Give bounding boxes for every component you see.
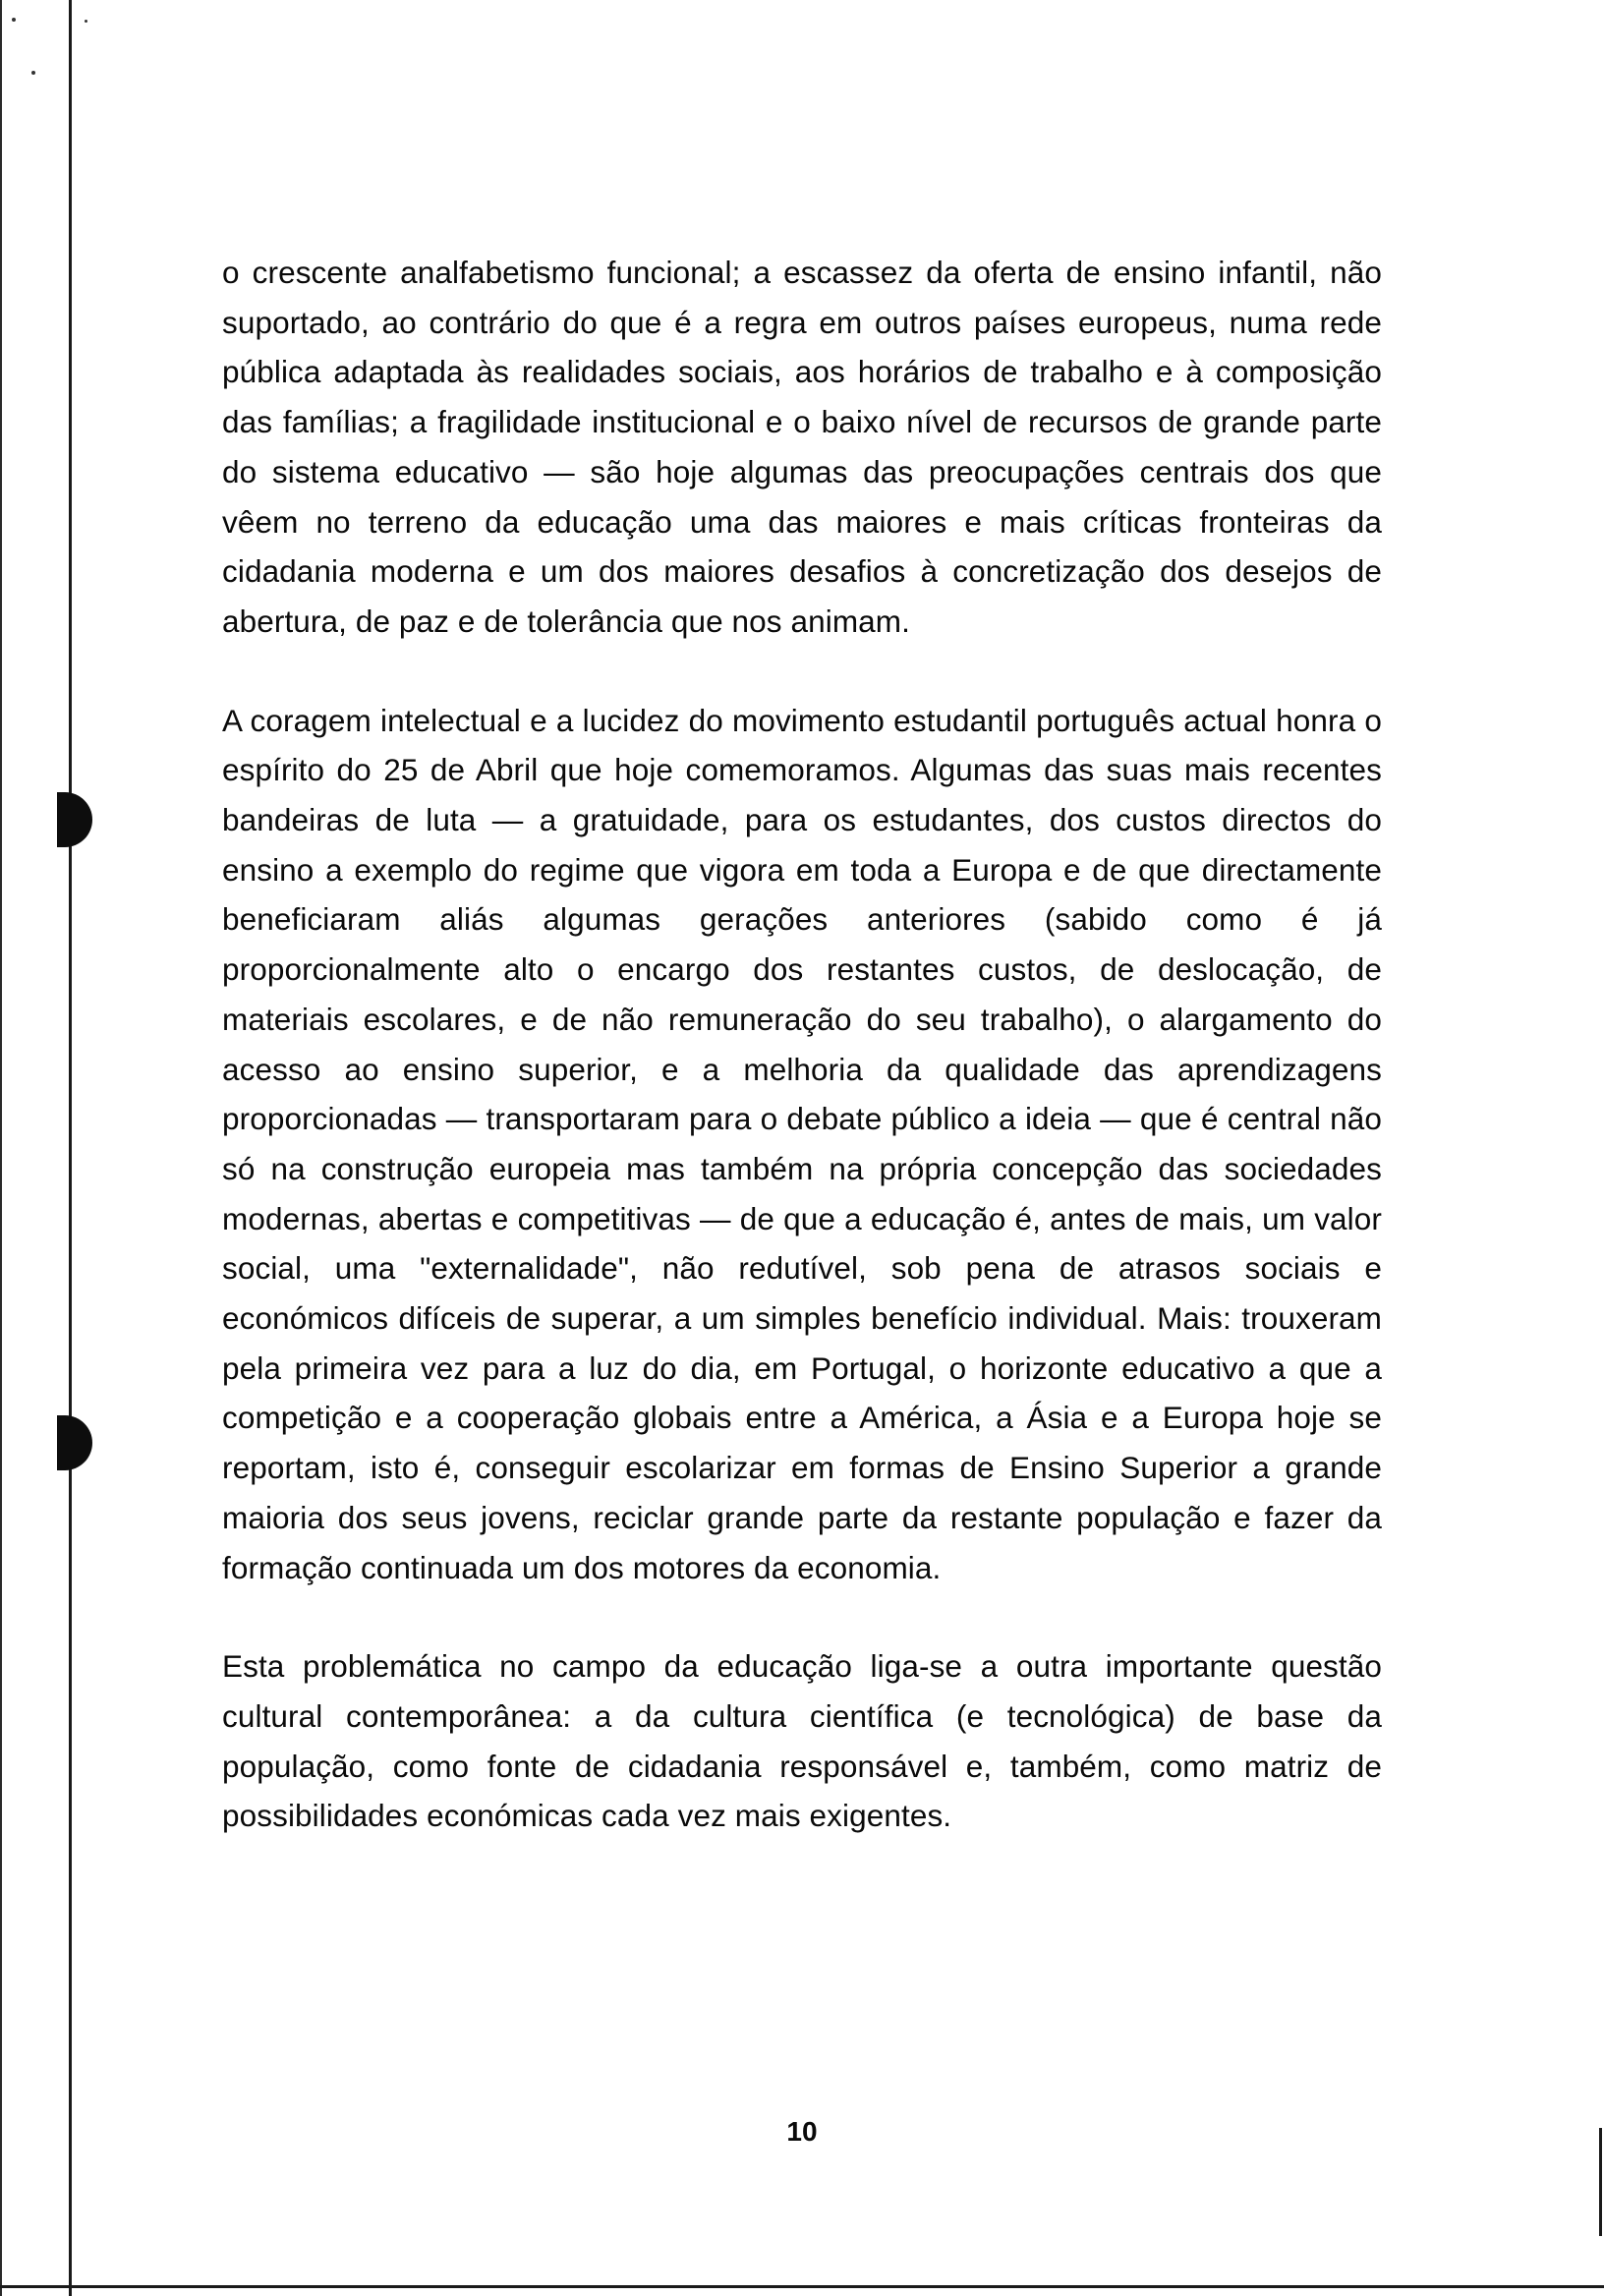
punch-hole [57, 1415, 92, 1470]
binding-line [69, 0, 72, 2296]
page-edge-line [0, 0, 2, 2296]
scan-speck [12, 18, 16, 22]
paragraph-1: o crescente analfabetismo funcional; a escassez da oferta de ensino infantil, não suportado, ao contrário do que é a regra em outros países europeus, numa rede pública adaptada às realidades sociais, aos horários de trabalho e à composição das famílias; a fragilidade institucional e o baixo nível de recursos de grande parte do sistema educativo — são hoje algumas das preocupações centrais dos que vêem no terreno da educação uma das maiores e mais críticas fronteiras da cidadania moderna e um dos maiores desafios à concretização dos desejos de abertura, de paz e de tolerância que nos animam. [222, 255, 1382, 639]
bottom-edge-line [0, 2285, 1604, 2288]
page-number: 10 [786, 2116, 818, 2147]
paragraph-2: A coragem intelectual e a lucidez do movimento estudantil português actual honra o espírito do 25 de Abril que hoje comemoramos. Algumas das suas mais recentes bandeiras de luta — a gratuidade, para os estudantes, dos custos directos do ensino a exemplo do regime que vigora em toda a Europa e de que directamente beneficiaram aliás algumas gerações anteriores (sabido como é já proporcionalmente alto o encargo dos restantes custos, de deslocação, de materiais escolares, e de não remuneração do seu trabalho), o alargamento do acesso ao ensino superior, e a melhoria da qualidade das aprendizagens proporcionadas — transportaram para o debate público a ideia — que é central não só na construção europeia mas também na própria concepção das sociedades modernas, abertas e competitivas — de que a educação é, antes de mais, um valor social, uma "externalidade", não redutível, sob pena de atrasos sociais e económicos difíceis de superar, a um simples benefício individual. Mais: trouxeram pela primeira vez para a luz do dia, em Portugal, o horizonte educativo a que a competição e a cooperação globais entre a América, a Ásia e a Europa hoje se reportam, isto é, conseguir escolarizar em formas de Ensino Superior a grande maioria dos seus jovens, reciclar grande parte da restante população e fazer da formação continuada um dos motores da economia. [222, 702, 1382, 1585]
scan-speck [85, 20, 87, 23]
body-text [222, 248, 1382, 1890]
punch-hole [57, 792, 92, 847]
paragraph-3: Esta problemática no campo da educação liga-se a outra importante questão cultural contemporânea: a da cultura científica (e tecnológica) de base da população, como fonte de cidadania responsável e, também, como matriz de possibilidades económicas cada vez mais exigentes. [222, 1648, 1382, 1834]
scan-speck [31, 71, 35, 75]
